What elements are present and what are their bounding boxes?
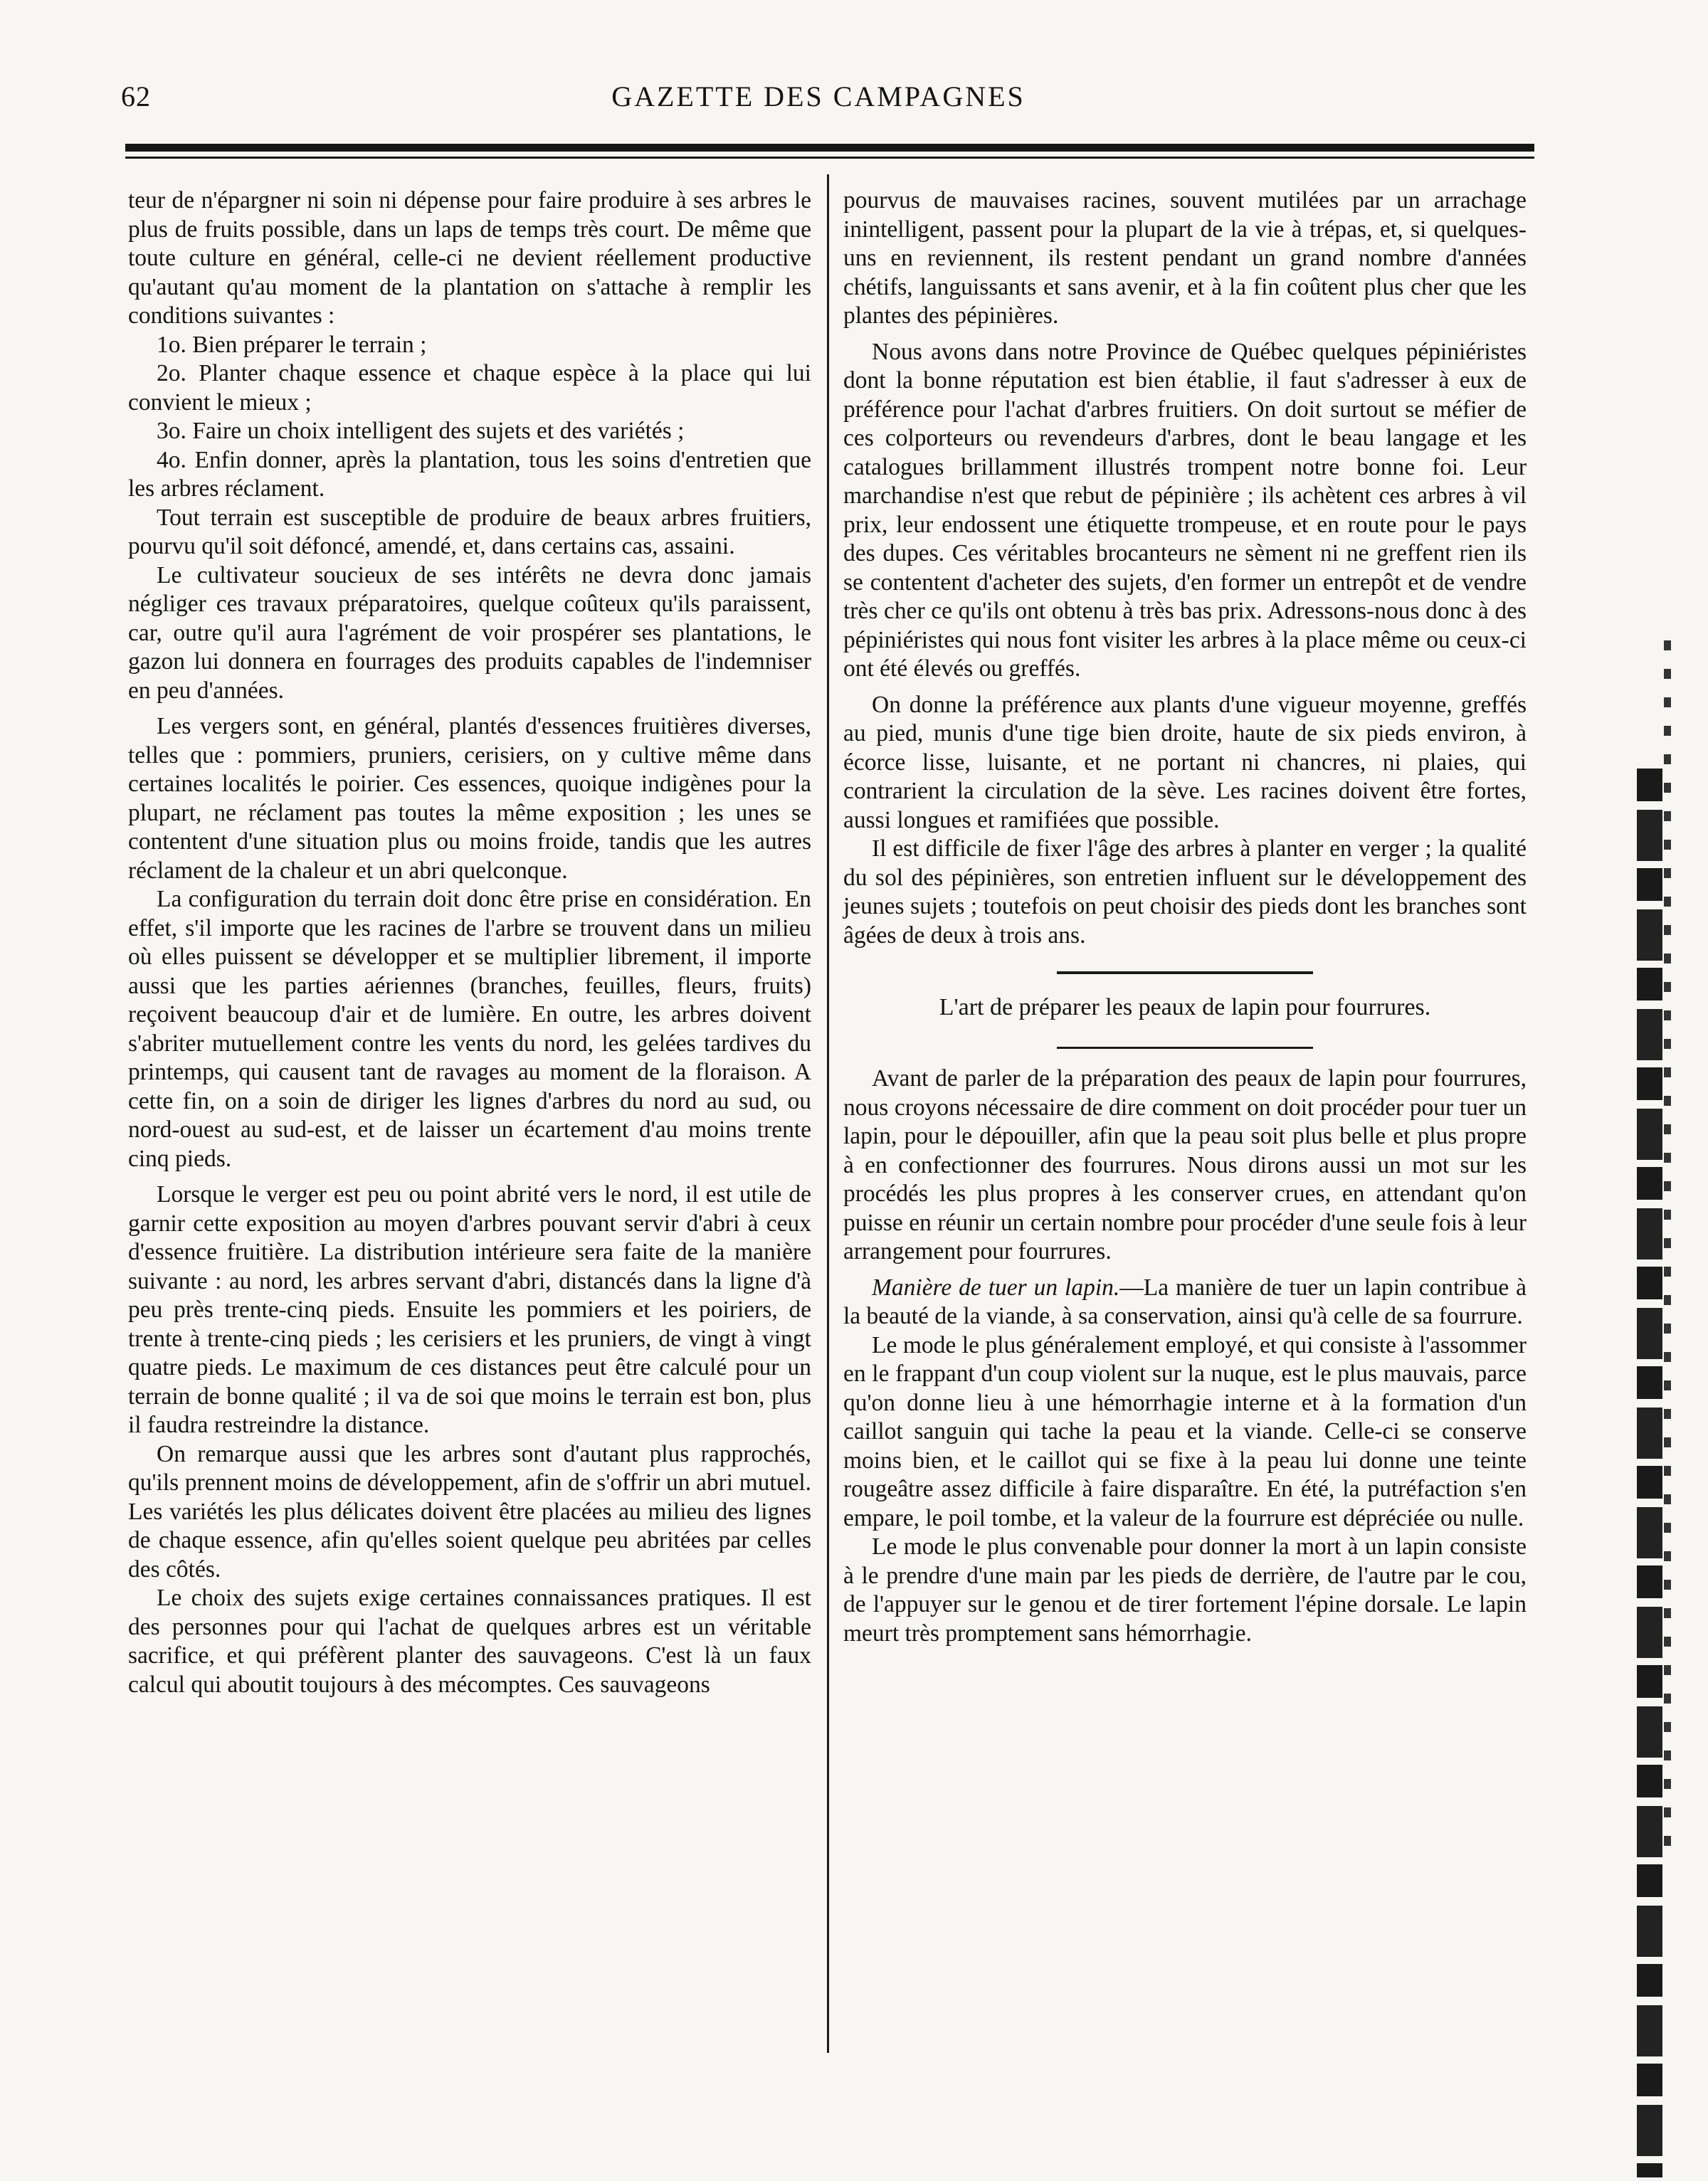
scan-edge-artifact xyxy=(1637,769,1662,2177)
paragraph: Avant de parler de la préparation des peaux de lapin pour fourrures, nous croyons nécessaire de dire comment on doit procéder pour tuer un lapin, pour le dépouiller, afin que la peau soit plus belle et plus propre à en confectionner des fourrures. Nous dirons aussi un mot sur les procédés les plus propres à les conserver crues, en attendant qu'on puisse en réunir un certain nombre pour procéder d'une seule fois à leur arrangement pour fourrures. xyxy=(843,1065,1527,1264)
scan-edge-artifact xyxy=(1664,640,1671,1850)
paragraph: Le cultivateur soucieux de ses intérêts ne devra donc jamais négliger ces travaux préparatoires, quelque coûteux qu'ils paraissent, car, outre qu'il aura l'agrément de voir prospérer ses plantations, le gazon lui donnera en fourrages des produits capables de l'indemniser en peu d'années. xyxy=(128,561,811,704)
paragraph: Le mode le plus convenable pour donner la mort à un lapin consiste à le prendre d'une main par les pieds de derrière, de l'autre par le cou, de l'appuyer sur le genou et de tirer fortement l'épine dorsale. Le lapin meurt très promptement sans hémorrhagie. xyxy=(843,1533,1527,1647)
paragraph xyxy=(843,1274,1527,1331)
paragraph: La configuration du terrain doit donc être prise en considération. En effet, s'il importe que les racines de l'arbre se trouvent dans un milieu où elles puissent se développer et se multiplier librement, il importe aussi que les parties aériennes (branches, feuilles, fleurs, fruits) reçoivent beaucoup d'air et de lumière. En outre, les arbres doivent s'abriter mutuellement contre les vents du nord, les gelées tardives du printemps, qui causent tant de ravages au moment de la floraison. A cette fin, on a soin de diriger les lignes d'arbres du nord au sud, ou nord-ouest au sud-est, et de laisser un écartement d'au moins trente cinq pieds. xyxy=(128,886,811,1172)
paragraph: Le mode le plus généralement employé, et qui consiste à l'assommer en le frappant d'un coup violent sur la nuque, est le plus mauvais, parce qu'on donne lieu à une hémorrhagie interne et à la formation d'un caillot sanguin qui tache la peau et la viande. Celle-ci se conserve moins bien, et le caillot qui se fixe à la peau lui donne une teinte rougeâtre assez difficile à faire disparaître. En été, la putréfaction s'en empare, le poil tombe, et la valeur de la fourrure est dépréciée ou nulle. xyxy=(843,1331,1527,1531)
list-item: 2o. Planter chaque essence et chaque espèce à la place qui lui convient le mieux ; xyxy=(128,360,811,416)
section-heading: L'art de préparer les peaux de lapin pour fourrures. xyxy=(939,994,1431,1020)
paragraph: teur de n'épargner ni soin ni dépense pour faire produire à ses arbres le plus de fruits possible, dans un laps de temps très court. De même que toute culture en général, celle-ci ne devient réellement productive qu'autant qu'au moment de la plantation on s'attache à remplir les conditions suivantes : xyxy=(128,187,811,329)
left-column xyxy=(128,186,811,1699)
header-rule-thick xyxy=(125,144,1534,152)
paragraph: Les vergers sont, en général, plantés d'essences fruitières diverses, telles que : pommiers, pruniers, cerisiers, on y cultive même dans certaines localités le poirier. Ces essences, quoique indigènes pour la plupart, ne réclament pas toutes la même exposition ; les unes se contentent d'une situation plus ou moins froide, tandis que les autres réclament de la chaleur et un abri quelconque. xyxy=(128,713,811,884)
paragraph: Tout terrain est susceptible de produire de beaux arbres fruitiers, pourvu qu'il soit défoncé, amendé, et, dans certains cas, assaini. xyxy=(128,504,811,559)
paragraph: Le choix des sujets exige certaines connaissances pratiques. Il est des personnes pour qui l'achat de quelques arbres est un véritable sacrifice, et qui préfèrent planter des sauvageons. C'est là un faux calcul qui aboutit toujours à des mécomptes. Ces sauvageons xyxy=(128,1585,811,1698)
paragraph: On donne la préférence aux plants d'une vigueur moyenne, greffés au pied, munis d'une tige bien droite, haute de six pieds environ, à écorce lisse, luisante, et ne portant ni chancres, ni plaies, qui contrarient la circulation de la sève. Les racines doivent être fortes, aussi longues et ramifiées que possible. xyxy=(843,691,1527,833)
list-item: 4o. Enfin donner, après la plantation, tous les soins d'entretien que les arbres réclament. xyxy=(128,446,811,502)
header-rule-thin xyxy=(125,157,1534,159)
column-divider xyxy=(827,174,829,2053)
list-item: 3o. Faire un choix intelligent des sujets et des variétés ; xyxy=(157,418,685,444)
page-number: 62 xyxy=(121,80,151,112)
heading-underline xyxy=(1057,1047,1313,1049)
paragraph: pourvus de mauvaises racines, souvent mutilées par un arrachage inintelligent, passent pour la plupart de la vie à trépas, et, si quelques-uns en reviennent, ils restent pendant un grand nombre d'années chétifs, languissants et sans avenir, et à la fin coûtent plus cher que les plantes des pépinières. xyxy=(843,187,1527,329)
right-column xyxy=(843,186,1527,1648)
italic-subheading: Manière de tuer un lapin. xyxy=(872,1274,1120,1301)
paragraph: Il est difficile de fixer l'âge des arbres à planter en verger ; la qualité du sol des pépinières, son entretien influent sur le développement des jeunes sujets ; toutefois on peut choisir des pieds dont les branches sont âgées de deux à trois ans. xyxy=(843,835,1527,949)
list-item: 1o. Bien préparer le terrain ; xyxy=(157,331,427,358)
paragraph: Lorsque le verger est peu ou point abrité vers le nord, il est utile de garnir cette exposition au moyen d'arbres pouvant servir d'abri à ceux d'essence fruitière. La distribution intérieure sera faite de la manière suivante : au nord, les arbres servant d'abri, distancés dans la ligne d'à peu près trente-cinq pieds. Ensuite les pommiers et les poiriers, de trente à trente-cinq pieds ; les cerisiers et les pruniers, de vingt à vingt quatre pieds. Le maximum de ces distances peut être calculé pour un terrain de bonne qualité ; il va de soi que moins le terrain est bon, plus il faudra restreindre la distance. xyxy=(128,1181,811,1438)
running-title: GAZETTE DES CAMPAGNES xyxy=(611,80,1026,112)
paragraph: On remarque aussi que les arbres sont d'autant plus rapprochés, qu'ils prennent moins de développement, afin de s'offrir un abri mutuel. Les variétés les plus délicates doivent être placées au milieu des lignes de chaque essence, afin qu'elles soient quelque peu abritées par celles des côtés. xyxy=(128,1440,811,1583)
paragraph-text: —La manière de tuer un lapin contribue à la beauté de la viande, à sa conservation, ainsi qu'à celle de sa fourrure. xyxy=(843,1274,1527,1329)
section-divider xyxy=(1057,971,1313,974)
paragraph: Nous avons dans notre Province de Québec quelques pépiniéristes dont la bonne réputation est bien établie, il faut s'adresser à eux de préférence pour l'achat d'arbres fruitiers. On doit surtout se méfier de ces colporteurs ou revendeurs d'arbres, dont le beau langage et les catalogues brillamment illustrés trompent notre bonne foi. Leur marchandise n'est que rebut de pépinière ; ils achètent ces arbres à vil prix, leur endossent une étiquette trompeuse, et en route pour le pays des dupes. Ces véritables brocanteurs ne sèment ni ne greffent rien ils se contentent d'acheter des sujets, d'en former un entrepôt et de vendre très cher ce qu'ils ont obtenu à très bas prix. Adressons-nous donc à des pépiniéristes qui nous font visiter les arbres à la place même ou ceux-ci ont été élevés ou greffés. xyxy=(843,338,1527,682)
